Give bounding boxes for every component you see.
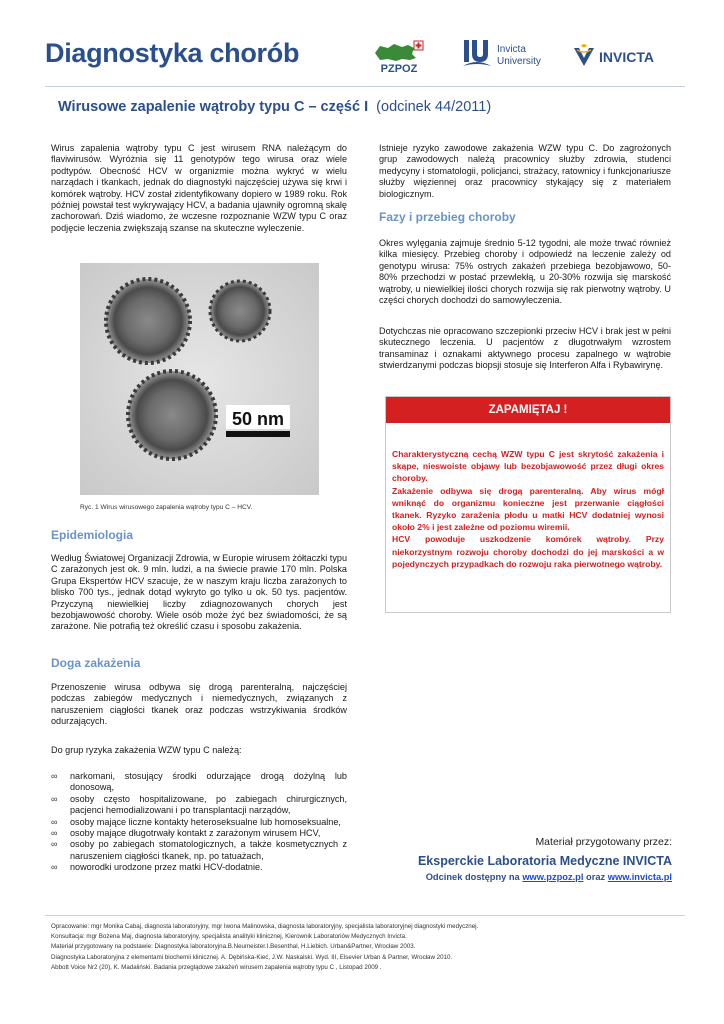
availability-line: Odcinek dostępny na www.pzpoz.pl oraz www.invicta.pl xyxy=(425,872,672,882)
article-episode: (odcinek 44/2011) xyxy=(376,99,492,115)
list-item: ∞ noworodki urodzone przez matki HCV-dodatnie. xyxy=(51,862,263,873)
infinity-bullet-icon: ∞ xyxy=(51,771,58,781)
pzpoz-link[interactable]: www.pzpoz.pl xyxy=(522,872,584,882)
remember-point: Zakażenie odbywa się drogą parenteralną. Aby wirus mógł wniknąć do organizmu konieczne jest przerwanie ciągłości tkanek. Ryzyko zarażenia płodu u matki HCV dodatniej wynosi około 2% i jest zależne od poziomu wiremii. xyxy=(392,485,664,533)
footer-divider xyxy=(45,915,685,916)
iu-logo-line1: Invicta xyxy=(497,44,526,55)
lab-name: Eksperckie Laboratoria Medyczne INVICTA xyxy=(417,854,672,868)
remember-point: HCV powoduje uszkodzenie komórek wątroby. Przy niekorzystnym rozwoju choroby dochodzi do jej marskości a w pojedynczych przypadkach do rozwoju raka pierwotnego wątroby. xyxy=(392,534,664,569)
footer-line: Konsultacja: mgr Bożena Maj, diagnosta laboratoryjny, specjalista analityki klinicznej, Kierownik Laboratoriów Medycznych Invicta. xyxy=(51,933,407,941)
scale-label: 50 nm xyxy=(231,409,285,429)
footer-line: Abbott Voice Nr2 (20), K. Madaliński. Badania przeglądowe zakażeń wirusem zapalenia wątroby typu C , Listopad 2009 . xyxy=(51,963,382,971)
footer-line: Materiał przygotowany na podstawie: Diagnostyka laboratoryjna.B.Neumeister.I.Besenthal, H.Liebich. Urban&Partner, Wrocław 2003. xyxy=(51,943,416,951)
prepared-by-label: Materiał przygotowany przez: xyxy=(535,836,672,848)
invicta-link[interactable]: www.invicta.pl xyxy=(607,872,672,882)
list-item: ∞ narkomani, stosujący środki odurzające drogą dożylną lub donosową, xyxy=(51,771,347,793)
risk-groups-list xyxy=(51,771,347,874)
infinity-bullet-icon: ∞ xyxy=(51,828,58,839)
footer-credits xyxy=(51,922,681,973)
invicta-logo xyxy=(572,42,678,70)
list-item: ∞ osoby po zabiegach stomatologicznych, a także kosmetycznych z naruszeniem ciągłości tkanek, np. po tatuażach, xyxy=(51,839,347,861)
infinity-bullet-icon: ∞ xyxy=(51,862,58,873)
hcv-micrograph xyxy=(80,263,319,495)
transmission-paragraph: Przenoszenie wirusa odbywa się drogą parenteralną, najczęściej podczas zabiegów medycznych i niemedycznych, związanych z naruszeniem ciągłości tkanek oraz podczas wstrzykiwania środków odurzających. xyxy=(51,682,347,727)
invicta-university-logo xyxy=(463,38,563,72)
phases-paragraph-1: Okres wylęgania zajmuje średnio 5-12 tygodni, ale może trwać również kilka miesięcy. Przebieg choroby i odpowiedź na leczenie zależy od genotypu wirusa: 75% ostrych zakażeń przebiega bezobjawowo, 50-80% przechodzi w postać przewlekłą, u 20-30% rozwija się marskość wątroby, u niewielkiej ilości chorych rozwija się rak pierwotny wątroby. U części chorych dochodzi do samowyleczenia. xyxy=(379,238,671,306)
occupational-risk-paragraph: Istnieje ryzyko zawodowe zakażenia WZW typu C. Do zagrożonych grup zawodowych należą pracownicy służby zdrowia, studenci medycyny i stomatologii, policjanci, strażacy, ratownicy i funkcjonariusze służby więziennej oraz pracownicy stykający się z materiałem biologicznym. xyxy=(379,143,671,199)
epidemiology-heading: Epidemiologia xyxy=(51,528,134,542)
invicta-logo-text: INVICTA xyxy=(599,49,654,65)
list-item: ∞ osoby mające liczne kontakty heteroseksualne lub homoseksualne, xyxy=(51,816,341,827)
infinity-bullet-icon: ∞ xyxy=(51,816,58,827)
intro-paragraph: Wirus zapalenia wątroby typu C jest wirusem RNA należącym do flaviwirusów. Wyróżnia się 11 genotypów tego wirusa oraz wiele podtypów. Obecność HCV w organizmie można wykryć w wielu narządach i tkankach, jednak do diagnostyki najczęściej używa się krwi i komórek wątroby. HCV został zidentyfikowany dopiero w 1989 roku. Rok później powstał test wykrywający HCV, a badania ujawniły ogromną skalę zachorowań. Dziś wiadomo, że wczesne rozpoznanie WZW typu C oraz podjęcie leczenia zwiększają szanse na skuteczne wyleczenie. xyxy=(51,143,347,233)
article-subtitle-main: Wirusowe zapalenie wątroby typu C – część I xyxy=(58,99,369,115)
risk-groups-intro: Do grup ryzyka zakażenia WZW typu C należą: xyxy=(51,745,242,755)
epidemiology-paragraph: Według Światowej Organizacji Zdrowia, w Europie wirusem żółtaczki typu C zarażonych jest ok. 9 mln. ludzi, a na świecie prawie 170 mln. Polska Grupa Ekspertów HCV szacuje, że w naszym kraju liczba zarażonych to blisko 700 tys., jednak dotąd wykryto go tylko u ok. 50 tys. pacjentów. Przyczyną niewielkiej liczby zdiagnozowanych chorych jest bezobjawowość choroby. Wiele osób może żyć bez świadomości, że są zarażone. Nie potrafią też określić czasu i sposobu zakażenia. xyxy=(51,553,347,632)
remember-box xyxy=(385,396,671,613)
phases-heading: Fazy i przebieg choroby xyxy=(379,210,516,224)
infinity-bullet-icon: ∞ xyxy=(51,839,58,850)
remember-point: Charakterystyczną cechą WZW typu C jest skrytość zakażenia i skąpe, nieswoiste objawy lub bezobjawowość przez długi okres choroby. xyxy=(392,449,664,484)
list-item: ∞ osoby mające długotrwały kontakt z zarażonym wirusem HCV, xyxy=(51,828,321,839)
article-subtitle xyxy=(58,99,491,115)
remember-content xyxy=(392,448,664,570)
figure-caption: Ryc. 1 Wirus wirusowego zapalenia wątroby typu C – HCV. xyxy=(80,504,253,511)
footer-line: Diagnostyka Laboratoryjna z elementami biochemii klinicznej. A. Dębińska-Kieć, J.W. Naskalski. Wyd. III, Elsevier Urban & Partner, Wrocław 2010. xyxy=(51,953,453,961)
remember-title: ZAPAMIĘTAJ ! xyxy=(386,397,670,423)
iu-logo-line2: University xyxy=(497,56,541,67)
list-item: ∞ osoby często hospitalizowane, po zabiegach chirurgicznych, pacjenci hemodializowani i po transplantacji narządów, xyxy=(51,793,347,816)
transmission-heading: Doga zakażenia xyxy=(51,656,141,670)
infinity-bullet-icon: ∞ xyxy=(51,793,58,804)
page-title: Diagnostyka chorób xyxy=(45,38,300,68)
phases-paragraph-2: Dotychczas nie opracowano szczepionki przeciw HCV i brak jest w pełni skutecznego leczenia. U pacjentów z długotrwałym wzrostem transaminaz i oznakami aktywnego procesu zapalnego w wątrobie stwierdzanymi podczas biopsji stosuje się Interferon Alfa i Rybawirynę. xyxy=(379,326,671,371)
footer-line: Opracowanie: mgr Monika Cabaj, diagnosta laboratoryjny, mgr Iwona Malinowska, diagnosta laboratoryjny, specjalista laboratoryjnej diagnostyki medycznej. xyxy=(51,923,479,930)
prepared-by-block xyxy=(418,836,672,882)
header-divider xyxy=(45,86,685,87)
pzpoz-logo-text: PZPOZ xyxy=(380,63,418,74)
pzpoz-logo xyxy=(372,38,426,74)
